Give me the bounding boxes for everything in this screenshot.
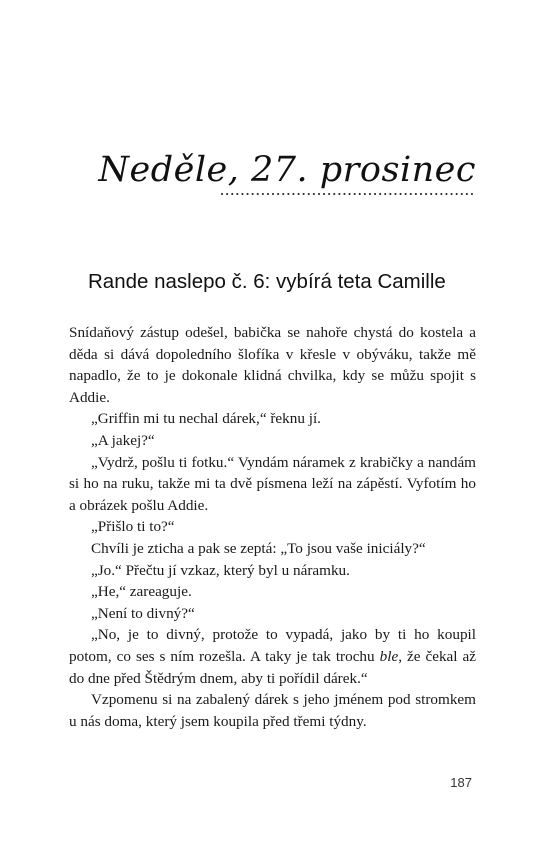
paragraph: Snídaňový zástup odešel, babička se nahoře chystá do kostela a děda si dává dopoledního šlofíka v křesle v obýváku, takže mě napadlo, že to je dokonale klidná chvilka, kdy se můžu spojit s Addie. bbox=[69, 324, 476, 406]
body-text bbox=[69, 322, 476, 732]
paragraph: „He,“ zareaguje. bbox=[91, 583, 192, 601]
paragraph: „Jo.“ Přečtu jí vzkaz, který byl u náramku. bbox=[91, 561, 350, 579]
paragraph: „Přišlo ti to?“ bbox=[91, 518, 175, 536]
text-run: „No, je to divný, protože to vypadá, jako by ti ho koupil potom, co ses s ním rozešla. A taky je tak trochu bbox=[69, 626, 476, 665]
paragraph: „Griffin mi tu nechal dárek,“ řeknu jí. bbox=[91, 410, 321, 428]
paragraph: „A jakej?“ bbox=[91, 431, 155, 449]
page-number: 187 bbox=[450, 775, 472, 790]
paragraph: Vzpomenu si na zabalený dárek s jeho jménem pod stromkem u nás doma, který jsem koupila před třemi týdny. bbox=[69, 691, 476, 730]
paragraph: „Vydrž, pošlu ti fotku.“ Vyndám náramek z krabičky a nandám si ho na ruku, takže mi ta dvě písmena leží na zápěstí. Vyfotím ho a obrázek pošlu Addie. bbox=[69, 453, 476, 514]
paragraph-with-emphasis bbox=[69, 624, 476, 689]
paragraph: „Není to divný?“ bbox=[91, 604, 195, 622]
emphasis-text: ble bbox=[379, 647, 399, 665]
text-run: , že čekal až do dne před Štědrým dnem, aby ti pořídil dárek.“ bbox=[69, 647, 476, 687]
paragraph: Chvíli je zticha a pak se zeptá: „To jsou vaše iniciály?“ bbox=[91, 539, 426, 557]
section-title: Rande naslepo č. 6: vybírá teta Camille bbox=[88, 270, 446, 293]
chapter-dotted-underline bbox=[220, 192, 476, 196]
chapter-heading: Neděle, 27. prosinec bbox=[98, 150, 476, 190]
